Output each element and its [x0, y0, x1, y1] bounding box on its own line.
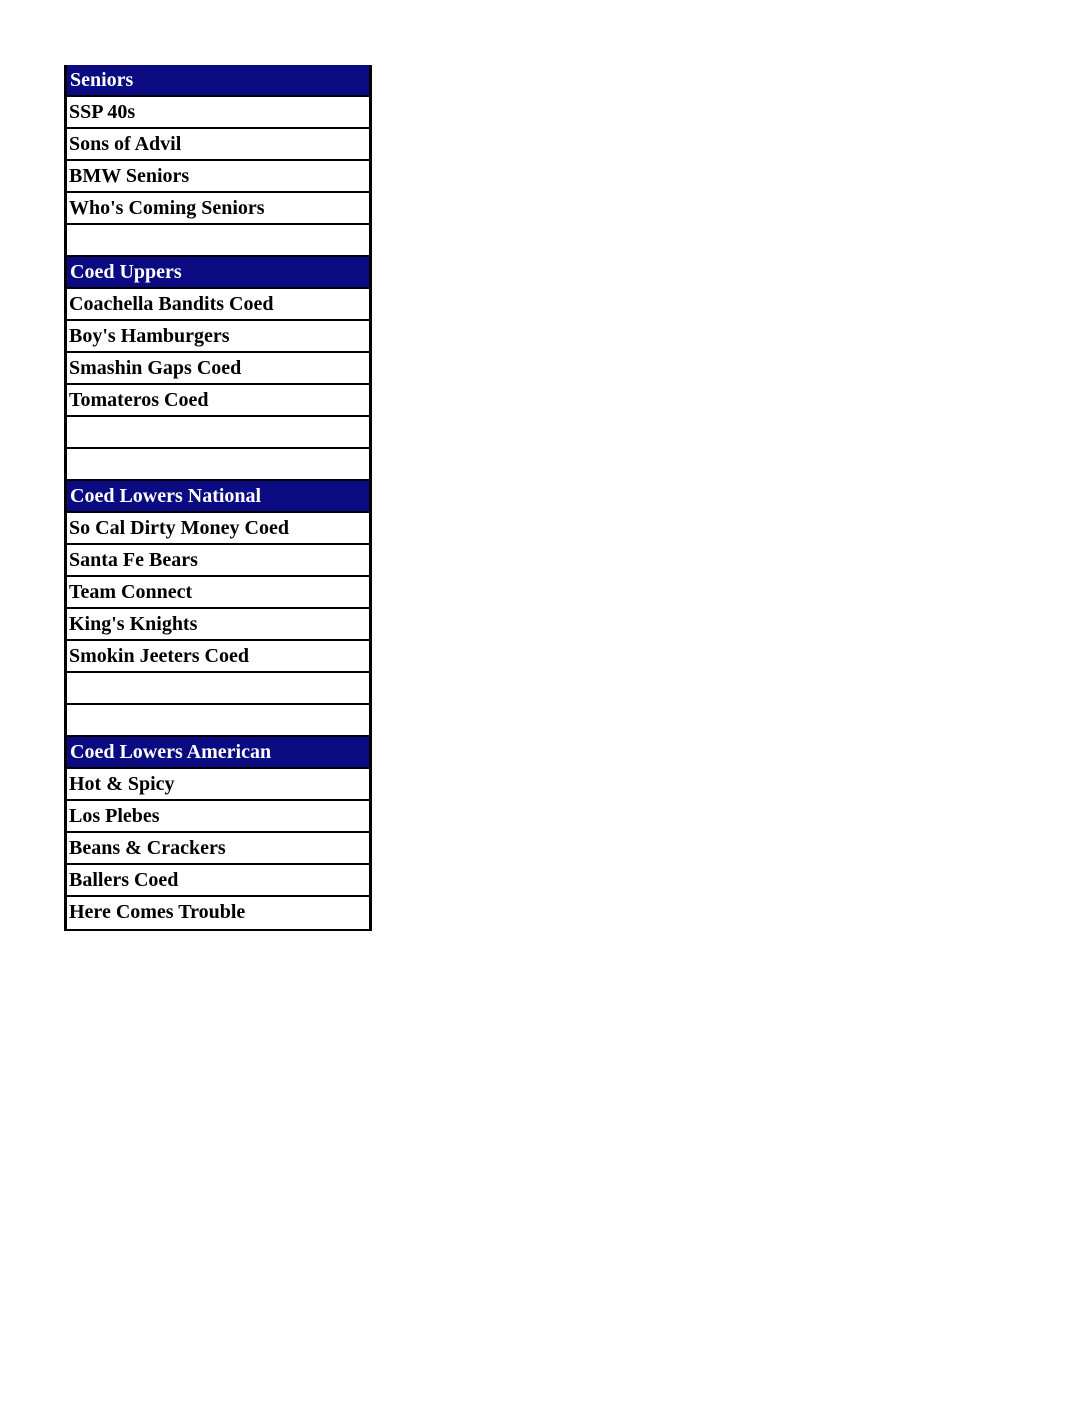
division-header: Coed Lowers National — [67, 481, 369, 513]
divisions-table — [64, 65, 372, 931]
empty-team-cell — [67, 449, 369, 481]
division-header: Coed Lowers American — [67, 737, 369, 769]
team-cell: Los Plebes — [67, 801, 369, 833]
empty-team-cell — [67, 417, 369, 449]
division-header: Coed Uppers — [67, 257, 369, 289]
empty-team-cell — [67, 673, 369, 705]
team-cell: Smokin Jeeters Coed — [67, 641, 369, 673]
team-cell: Team Connect — [67, 577, 369, 609]
team-cell: Tomateros Coed — [67, 385, 369, 417]
team-cell: Beans & Crackers — [67, 833, 369, 865]
team-cell: King's Knights — [67, 609, 369, 641]
division-header: Seniors — [67, 65, 369, 97]
team-cell: Here Comes Trouble — [67, 897, 369, 929]
team-cell: SSP 40s — [67, 97, 369, 129]
team-cell: Smashin Gaps Coed — [67, 353, 369, 385]
empty-team-cell — [67, 705, 369, 737]
team-cell: Hot & Spicy — [67, 769, 369, 801]
team-cell: Boy's Hamburgers — [67, 321, 369, 353]
team-cell: Santa Fe Bears — [67, 545, 369, 577]
team-cell: Who's Coming Seniors — [67, 193, 369, 225]
team-cell: So Cal Dirty Money Coed — [67, 513, 369, 545]
empty-team-cell — [67, 225, 369, 257]
team-cell: Coachella Bandits Coed — [67, 289, 369, 321]
team-cell: BMW Seniors — [67, 161, 369, 193]
team-cell: Sons of Advil — [67, 129, 369, 161]
team-cell: Ballers Coed — [67, 865, 369, 897]
